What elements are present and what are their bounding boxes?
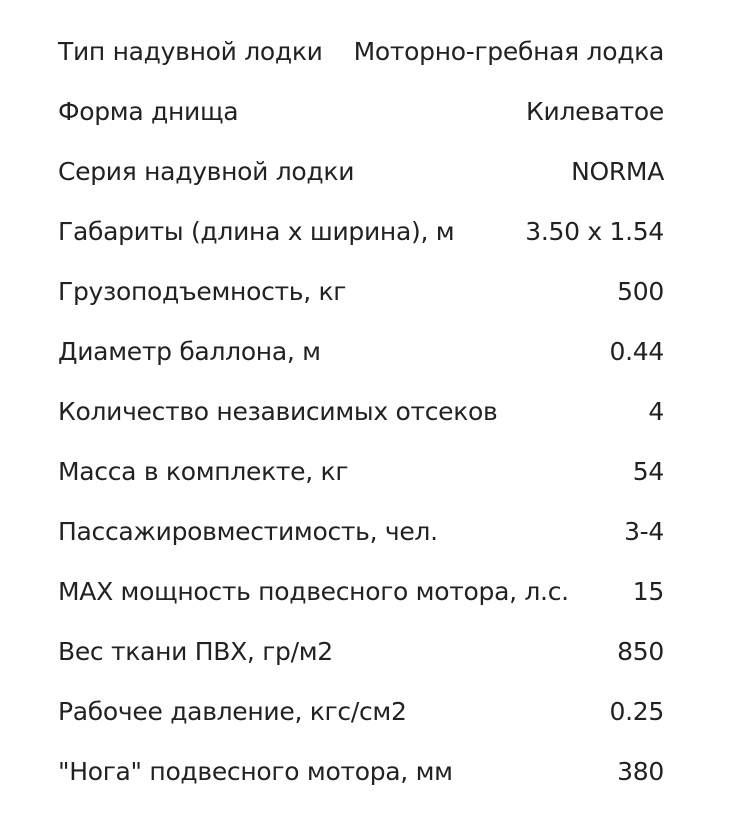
spec-row-hull-shape xyxy=(58,81,664,141)
spec-value: 3.50 x 1.54 xyxy=(525,216,664,246)
spec-row-passengers xyxy=(58,501,664,561)
spec-row-dimensions xyxy=(58,201,664,261)
spec-label: Вес ткани ПВХ, гр/м2 xyxy=(58,636,333,666)
spec-label: Количество независимых отсеков xyxy=(58,396,498,426)
spec-row-series xyxy=(58,141,664,201)
spec-label: "Нога" подвесного мотора, мм xyxy=(58,756,453,786)
spec-label: Форма днища xyxy=(58,96,239,126)
spec-row-motor-shaft xyxy=(58,741,664,801)
spec-label: Габариты (длина х ширина), м xyxy=(58,216,455,246)
spec-value: 850 xyxy=(617,636,664,666)
spec-value: NORMA xyxy=(571,156,664,186)
spec-value: 15 xyxy=(632,576,664,606)
spec-row-tube-diameter xyxy=(58,321,664,381)
spec-value: 500 xyxy=(617,276,664,306)
spec-value: Килеватое xyxy=(526,96,664,126)
spec-label: Серия надувной лодки xyxy=(58,156,355,186)
spec-value: 0.44 xyxy=(609,336,664,366)
spec-row-compartments xyxy=(58,381,664,441)
spec-label: Грузоподъемность, кг xyxy=(58,276,347,306)
spec-table xyxy=(58,21,664,801)
spec-value: 54 xyxy=(632,456,664,486)
spec-label: Рабочее давление, кгс/см2 xyxy=(58,696,407,726)
spec-value: 3-4 xyxy=(624,516,664,546)
spec-label: MAX мощность подвесного мотора, л.с. xyxy=(58,576,569,606)
spec-label: Пассажировместимость, чел. xyxy=(58,516,438,546)
spec-value: 4 xyxy=(648,396,664,426)
spec-row-boat-type xyxy=(58,21,664,81)
spec-row-working-pressure xyxy=(58,681,664,741)
spec-value: 380 xyxy=(617,756,664,786)
spec-row-load-capacity xyxy=(58,261,664,321)
spec-label: Диаметр баллона, м xyxy=(58,336,321,366)
spec-value: 0.25 xyxy=(609,696,664,726)
spec-label: Масса в комплекте, кг xyxy=(58,456,349,486)
spec-label: Тип надувной лодки xyxy=(58,36,323,66)
spec-row-weight xyxy=(58,441,664,501)
spec-value: Моторно-гребная лодка xyxy=(353,36,664,66)
spec-row-max-motor-power xyxy=(58,561,664,621)
spec-row-pvc-weight xyxy=(58,621,664,681)
